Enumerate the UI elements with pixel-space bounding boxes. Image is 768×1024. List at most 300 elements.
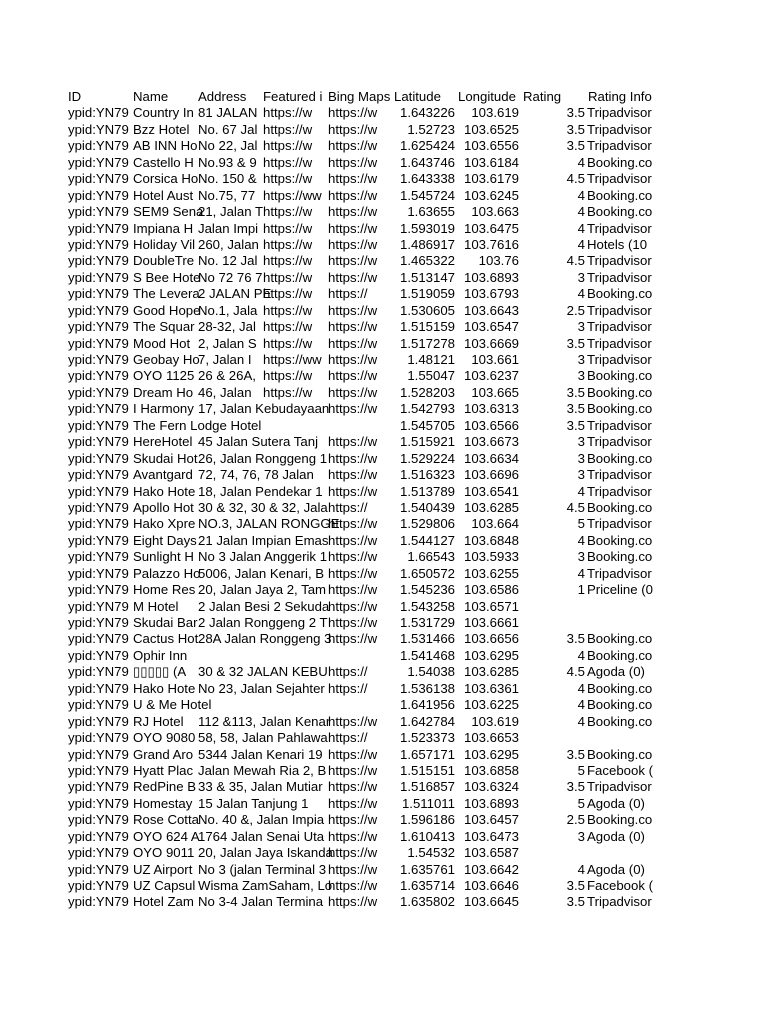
cell-latitude: 1.528203	[399, 384, 455, 400]
cell-name: OYO 1125	[133, 368, 195, 384]
cell-featured: https://w	[263, 286, 313, 302]
cell-rating: 4	[577, 565, 585, 581]
cell-name: Corsica Ho	[133, 171, 199, 187]
cell-address	[198, 697, 263, 713]
cell-featured: https://w	[263, 384, 313, 400]
table-row	[68, 664, 656, 680]
cell-longitude: 103.6848	[463, 532, 519, 548]
table-row	[68, 582, 656, 598]
cell-latitude: 1.515921	[399, 434, 455, 450]
cell-id: ypid:YN79	[68, 384, 129, 400]
cell-address: 260, Jalan	[198, 236, 259, 252]
header-latitude: Latitude	[394, 89, 441, 104]
cell-rating: 4	[577, 713, 585, 729]
cell-address: Wisma ZamSaham, Lo	[198, 878, 333, 893]
cell-name: Bzz Hotel	[133, 121, 190, 137]
cell-name: S Bee Hote	[133, 269, 201, 285]
table-row	[68, 451, 656, 467]
cell-name: The Levera	[133, 286, 200, 302]
cell-longitude: 103.6669	[463, 335, 519, 351]
cell-latitude: 1.530605	[399, 302, 455, 318]
cell-bing-maps: https://w	[328, 713, 378, 729]
cell-latitude: 1.545705	[399, 417, 455, 433]
cell-rating-info: Booking.co	[587, 746, 653, 762]
table-body	[68, 105, 656, 910]
cell-id: ypid:YN79	[68, 138, 129, 154]
cell-rating-info: Booking.co	[587, 549, 653, 565]
cell-name: Hako Hote	[133, 680, 196, 696]
cell-bing-maps	[328, 697, 393, 713]
cell-latitude: 1.517278	[399, 335, 455, 351]
cell-address: No 3 Jalan Anggerik 1	[198, 549, 328, 565]
cell-id: ypid:YN79	[68, 795, 129, 811]
cell-id: ypid:YN79	[68, 631, 129, 647]
cell-rating: 3.5	[566, 401, 585, 417]
cell-featured	[263, 714, 328, 730]
cell-featured: https://w	[263, 105, 313, 121]
cell-rating: 3	[577, 319, 585, 335]
cell-id: ypid:YN79	[68, 171, 129, 187]
cell-bing-maps: https://w	[328, 204, 378, 220]
cell-id: ypid:YN79	[68, 335, 129, 351]
cell-name: Mood Hot	[133, 335, 191, 351]
cell-rating-info: Tripadvisor	[587, 138, 652, 154]
table-row	[68, 566, 656, 582]
cell-address: 28-32, Jal	[198, 319, 256, 335]
cell-latitude: 1.513147	[399, 269, 455, 285]
cell-name: Holiday Vil	[133, 236, 196, 252]
cell-bing-maps: https://w	[328, 368, 378, 384]
cell-longitude: 103.6642	[463, 861, 519, 877]
cell-rating-info: Facebook (	[587, 762, 653, 778]
cell-name: HereHotel	[133, 434, 193, 450]
cell-bing-maps: https://w	[328, 516, 378, 532]
cell-longitude: 103.76	[478, 253, 519, 269]
cell-name: Grand Aro	[133, 746, 194, 762]
cell-bing-maps: https://w	[328, 746, 378, 762]
cell-rating-info: Booking.co	[587, 401, 653, 417]
cell-rating: 3.5	[566, 779, 585, 795]
cell-longitude: 103.6245	[463, 187, 519, 203]
cell-id: ypid:YN79	[68, 204, 129, 220]
cell-bing-maps: https://w	[328, 138, 378, 154]
cell-longitude: 103.6696	[463, 467, 519, 483]
cell-id: ypid:YN79	[68, 434, 129, 450]
cell-rating-info: Tripadvisor	[587, 467, 652, 483]
cell-address: 18, Jalan Pendekar 1	[198, 483, 323, 499]
cell-latitude: 1.519059	[399, 286, 455, 302]
cell-featured	[263, 631, 328, 647]
cell-rating: 4	[577, 154, 585, 170]
cell-longitude: 103.661	[471, 352, 519, 367]
cell-name: Palazzo Ho	[133, 565, 201, 581]
cell-rating: 4	[577, 220, 585, 236]
table-row	[68, 829, 656, 845]
cell-id: ypid:YN79	[68, 845, 129, 861]
cell-featured	[263, 566, 328, 582]
cell-name: Castello H	[133, 154, 194, 170]
cell-bing-maps: https://w	[328, 269, 378, 285]
cell-longitude: 103.663	[471, 204, 519, 220]
cell-rating: 3.5	[566, 631, 585, 647]
cell-bing-maps: https://w	[328, 121, 378, 137]
cell-latitude: 1.635714	[399, 878, 455, 893]
cell-longitude: 103.6587	[463, 845, 519, 861]
table-row	[68, 303, 656, 319]
table-row	[68, 549, 656, 565]
cell-address: 5344 Jalan Kenari 19	[198, 746, 323, 762]
table-row	[68, 500, 656, 516]
cell-address: No.93 & 9	[198, 154, 257, 170]
cell-latitude: 1.643338	[399, 171, 455, 187]
cell-featured	[263, 697, 328, 713]
cell-address: No 22, Jal	[198, 138, 258, 154]
cell-rating-info	[587, 730, 655, 746]
cell-name: Cactus Hot	[133, 631, 199, 647]
cell-latitude: 1.529806	[399, 516, 455, 532]
cell-featured	[263, 648, 328, 664]
cell-featured	[263, 582, 328, 598]
cell-featured	[263, 747, 328, 763]
cell-name: Avantgard	[133, 467, 193, 483]
header-rating-info: Rating Info	[588, 89, 652, 104]
cell-latitude: 1.531729	[399, 615, 455, 630]
cell-address: 58, 58, Jalan Pahlawa	[198, 730, 328, 746]
cell-featured	[263, 862, 328, 878]
cell-bing-maps: https://w	[328, 582, 378, 598]
cell-name: Geobay Ho	[133, 352, 200, 367]
cell-bing-maps: https://w	[328, 598, 378, 614]
cell-featured	[263, 894, 328, 910]
cell-rating-info	[587, 845, 655, 861]
table-row	[68, 401, 656, 417]
cell-rating-info: Tripadvisor	[587, 565, 652, 581]
cell-rating: 4	[577, 861, 585, 877]
cell-rating: 3.5	[566, 894, 585, 910]
cell-rating: 3.5	[566, 105, 585, 121]
cell-rating-info	[587, 615, 655, 631]
cell-featured	[263, 779, 328, 795]
cell-name: Home Res	[133, 582, 196, 598]
cell-address	[198, 418, 263, 434]
cell-rating-info: Tripadvisor	[587, 121, 652, 137]
cell-latitude: 1.48121	[407, 352, 455, 367]
cell-featured	[263, 763, 328, 779]
cell-rating-info: Tripadvisor	[587, 352, 652, 367]
cell-latitude: 1.523373	[399, 730, 455, 746]
cell-name: Homestay	[133, 795, 193, 811]
cell-address: No.1, Jala	[198, 302, 258, 318]
table-row	[68, 336, 656, 352]
cell-id: ypid:YN79	[68, 286, 129, 302]
cell-address: 21 Jalan Impian Emas	[198, 532, 329, 548]
cell-longitude: 103.6653	[463, 730, 519, 746]
cell-rating-info: Tripadvisor	[587, 171, 652, 187]
cell-id: ypid:YN79	[68, 532, 129, 548]
cell-rating-info: Agoda (0)	[587, 828, 645, 844]
cell-id: ypid:YN79	[68, 697, 129, 713]
table-row	[68, 862, 656, 878]
cell-latitude: 1.511011	[401, 795, 455, 811]
table-row	[68, 368, 656, 384]
table-row	[68, 894, 656, 910]
cell-featured	[263, 500, 328, 516]
table-row	[68, 352, 656, 368]
cell-rating: 3.5	[566, 121, 585, 137]
table-row	[68, 533, 656, 549]
cell-longitude: 103.6525	[463, 121, 519, 137]
cell-longitude: 103.6313	[463, 401, 519, 417]
cell-rating-info: Booking.co	[587, 384, 653, 400]
cell-bing-maps: https://w	[328, 565, 378, 581]
table-row	[68, 155, 656, 171]
cell-id: ypid:YN79	[68, 680, 129, 696]
cell-rating: 5	[577, 762, 585, 778]
cell-id: ypid:YN79	[68, 121, 129, 137]
table-row	[68, 188, 656, 204]
cell-address: 46, Jalan	[198, 384, 252, 400]
cell-address: 21, Jalan T	[198, 204, 264, 220]
table-row	[68, 516, 656, 532]
table-row	[68, 796, 656, 812]
cell-featured: https://w	[263, 154, 313, 170]
cell-featured: https://w	[263, 269, 313, 285]
cell-bing-maps: https://w	[328, 812, 378, 828]
cell-bing-maps: https://	[328, 730, 368, 746]
cell-name: Skudai Bar	[133, 615, 198, 630]
cell-latitude: 1.650572	[399, 565, 455, 581]
cell-id: ypid:YN79	[68, 516, 129, 532]
cell-longitude: 103.6556	[463, 138, 519, 154]
cell-rating-info: Tripadvisor	[587, 894, 652, 910]
table-row	[68, 599, 656, 615]
cell-name: Country In	[133, 105, 194, 121]
cell-id: ypid:YN79	[68, 647, 129, 663]
cell-latitude: 1.52723	[407, 121, 455, 137]
cell-rating-info: Tripadvisor	[587, 335, 652, 351]
cell-longitude: 103.6255	[463, 565, 519, 581]
cell-bing-maps: https://w	[328, 319, 378, 335]
cell-longitude: 103.6473	[463, 828, 519, 844]
cell-bing-maps: https://w	[328, 549, 378, 565]
cell-longitude: 103.6225	[463, 697, 519, 713]
cell-rating-info: Tripadvisor	[587, 417, 652, 433]
cell-bing-maps: https://w	[328, 236, 378, 252]
cell-id: ypid:YN79	[68, 236, 129, 252]
cell-rating: 4.5	[566, 171, 585, 187]
cell-address: 2 Jalan Ronggeng 2 T	[198, 615, 328, 630]
cell-name: Hyatt Plac	[133, 762, 194, 778]
cell-address: 2, Jalan S	[198, 335, 257, 351]
cell-address: No 23, Jalan Sejahter	[198, 680, 325, 696]
cell-rating-info: Agoda (0)	[587, 861, 645, 877]
cell-id: ypid:YN79	[68, 368, 129, 384]
table-row	[68, 697, 656, 713]
table-row	[68, 221, 656, 237]
cell-featured	[263, 484, 328, 500]
cell-rating-info: Tripadvisor	[587, 779, 652, 795]
cell-rating: 3	[577, 269, 585, 285]
cell-rating: 2.5	[566, 812, 585, 828]
cell-latitude: 1.593019	[399, 220, 455, 236]
cell-rating: 4	[577, 647, 585, 663]
cell-latitude: 1.657171	[399, 746, 455, 762]
cell-address: No. 12 Jal	[198, 253, 258, 269]
cell-rating-info: Booking.co	[587, 697, 653, 713]
cell-rating-info: Agoda (0)	[587, 795, 645, 811]
cell-rating-info: Tripadvisor	[587, 483, 652, 499]
table-row	[68, 714, 656, 730]
cell-bing-maps: https://w	[328, 253, 378, 269]
cell-longitude: 103.6643	[463, 302, 519, 318]
cell-name: OYO 9011	[133, 845, 195, 861]
cell-bing-maps	[328, 648, 393, 664]
cell-latitude: 1.529224	[399, 450, 455, 466]
cell-featured: https://ww	[263, 187, 322, 203]
cell-featured	[263, 829, 328, 845]
cell-featured: https://w	[263, 171, 313, 187]
cell-longitude: 103.5933	[463, 549, 519, 565]
cell-rating	[523, 730, 585, 746]
cell-latitude: 1.66543	[407, 549, 455, 565]
header-row	[68, 89, 656, 105]
cell-longitude: 103.6179	[463, 171, 519, 187]
cell-id: ypid:YN79	[68, 812, 129, 828]
cell-rating-info: Hotels (10	[587, 236, 648, 252]
table-row	[68, 615, 656, 631]
cell-longitude: 103.6566	[463, 417, 519, 433]
cell-id: ypid:YN79	[68, 467, 129, 483]
cell-bing-maps: https://w	[328, 401, 378, 417]
cell-latitude: 1.635802	[399, 894, 455, 910]
cell-rating-info: Booking.co	[587, 680, 653, 696]
table-row	[68, 253, 656, 269]
spreadsheet-table	[68, 89, 656, 911]
header-longitude: Longitude	[458, 89, 516, 104]
cell-rating: 4	[577, 483, 585, 499]
cell-longitude: 103.6793	[463, 286, 519, 302]
cell-latitude: 1.643746	[399, 154, 455, 170]
cell-latitude: 1.641956	[399, 697, 455, 713]
cell-address: No. 67 Jal	[198, 121, 258, 137]
table-row	[68, 270, 656, 286]
cell-address: No 72 76 7	[198, 269, 263, 285]
cell-id: ypid:YN79	[68, 713, 129, 729]
cell-id: ypid:YN79	[68, 762, 129, 778]
cell-address: 2 Jalan Besi 2 Sekuda	[198, 598, 330, 614]
cell-address: 72, 74, 76, 78 Jalan	[198, 467, 314, 483]
cell-name: Hotel Zam	[133, 894, 194, 910]
cell-rating-info: Booking.co	[587, 154, 653, 170]
cell-name: Hako Hote	[133, 483, 196, 499]
cell-featured	[263, 664, 328, 680]
cell-rating-info: Booking.co	[587, 499, 653, 515]
cell-rating: 5	[577, 516, 585, 532]
cell-name: Dream Ho	[133, 384, 194, 400]
cell-longitude: 103.6893	[463, 269, 519, 285]
cell-rating: 3.5	[566, 384, 585, 400]
cell-longitude: 103.6893	[463, 795, 519, 811]
cell-latitude: 1.643226	[399, 105, 455, 121]
cell-name: The Fern Lodge Hotel	[133, 417, 262, 433]
cell-bing-maps: https://w	[328, 467, 378, 483]
cell-name: Apollo Hot	[133, 499, 194, 515]
cell-latitude: 1.515151	[399, 762, 455, 778]
cell-featured: https://ww	[263, 352, 322, 367]
cell-featured: https://w	[263, 220, 313, 236]
cell-latitude: 1.513789	[399, 483, 455, 499]
table-row	[68, 484, 656, 500]
table-row	[68, 747, 656, 763]
cell-rating: 1	[577, 582, 585, 598]
cell-featured	[263, 812, 328, 828]
cell-address	[198, 648, 263, 664]
cell-featured: https://w	[263, 236, 313, 252]
cell-id: ypid:YN79	[68, 878, 129, 893]
cell-featured	[263, 467, 328, 483]
cell-longitude: 103.6656	[463, 631, 519, 647]
cell-name: Eight Days	[133, 532, 197, 548]
cell-name: UZ Airport	[133, 861, 193, 877]
table-row	[68, 812, 656, 828]
cell-name: U & Me Hotel	[133, 697, 212, 713]
cell-bing-maps: https://w	[328, 861, 378, 877]
cell-rating: 4.5	[566, 664, 585, 680]
cell-longitude: 103.665	[471, 384, 519, 400]
cell-id: ypid:YN79	[68, 828, 129, 844]
cell-latitude: 1.625424	[399, 138, 455, 154]
cell-featured	[263, 845, 328, 861]
cell-rating: 3.5	[566, 138, 585, 154]
cell-id: ypid:YN79	[68, 105, 129, 121]
cell-longitude: 103.6184	[463, 154, 519, 170]
cell-address: 112 &113, Jalan Kenar	[198, 713, 331, 729]
cell-latitude: 1.545724	[399, 187, 455, 203]
table-row	[68, 286, 656, 302]
cell-address: No. 40 &, Jalan Impia	[198, 812, 325, 828]
cell-featured: https://w	[263, 204, 313, 220]
table-row	[68, 237, 656, 253]
cell-latitude: 1.541468	[399, 647, 455, 663]
cell-id: ypid:YN79	[68, 861, 129, 877]
cell-id: ypid:YN79	[68, 549, 129, 565]
cell-bing-maps: https://w	[328, 220, 378, 236]
cell-name: RJ Hotel	[133, 713, 184, 729]
cell-rating-info: Booking.co	[587, 812, 653, 828]
cell-address: 33 & 35, Jalan Mutiar	[198, 779, 323, 795]
cell-id: ypid:YN79	[68, 319, 129, 335]
cell-id: ypid:YN79	[68, 417, 129, 433]
cell-bing-maps: https://	[328, 286, 368, 302]
cell-address: Jalan Mewah Ria 2, B	[198, 762, 327, 778]
cell-rating: 3	[577, 549, 585, 565]
cell-longitude: 103.6646	[463, 878, 519, 893]
cell-address: 45 Jalan Sutera Tanj	[198, 434, 318, 450]
cell-name: ▯▯▯▯▯ (A	[133, 664, 187, 680]
cell-name: M Hotel	[133, 598, 179, 614]
cell-longitude: 103.6361	[463, 680, 519, 696]
cell-latitude: 1.635761	[399, 861, 455, 877]
cell-featured	[263, 681, 328, 697]
cell-featured	[263, 878, 328, 894]
cell-id: ypid:YN79	[68, 450, 129, 466]
cell-name: Hako Xpre	[133, 516, 196, 532]
cell-latitude: 1.465322	[399, 253, 455, 269]
cell-longitude: 103.6673	[463, 434, 519, 450]
cell-featured: https://w	[263, 302, 313, 318]
cell-rating-info: Facebook (	[587, 878, 653, 893]
cell-latitude: 1.516857	[399, 779, 455, 795]
